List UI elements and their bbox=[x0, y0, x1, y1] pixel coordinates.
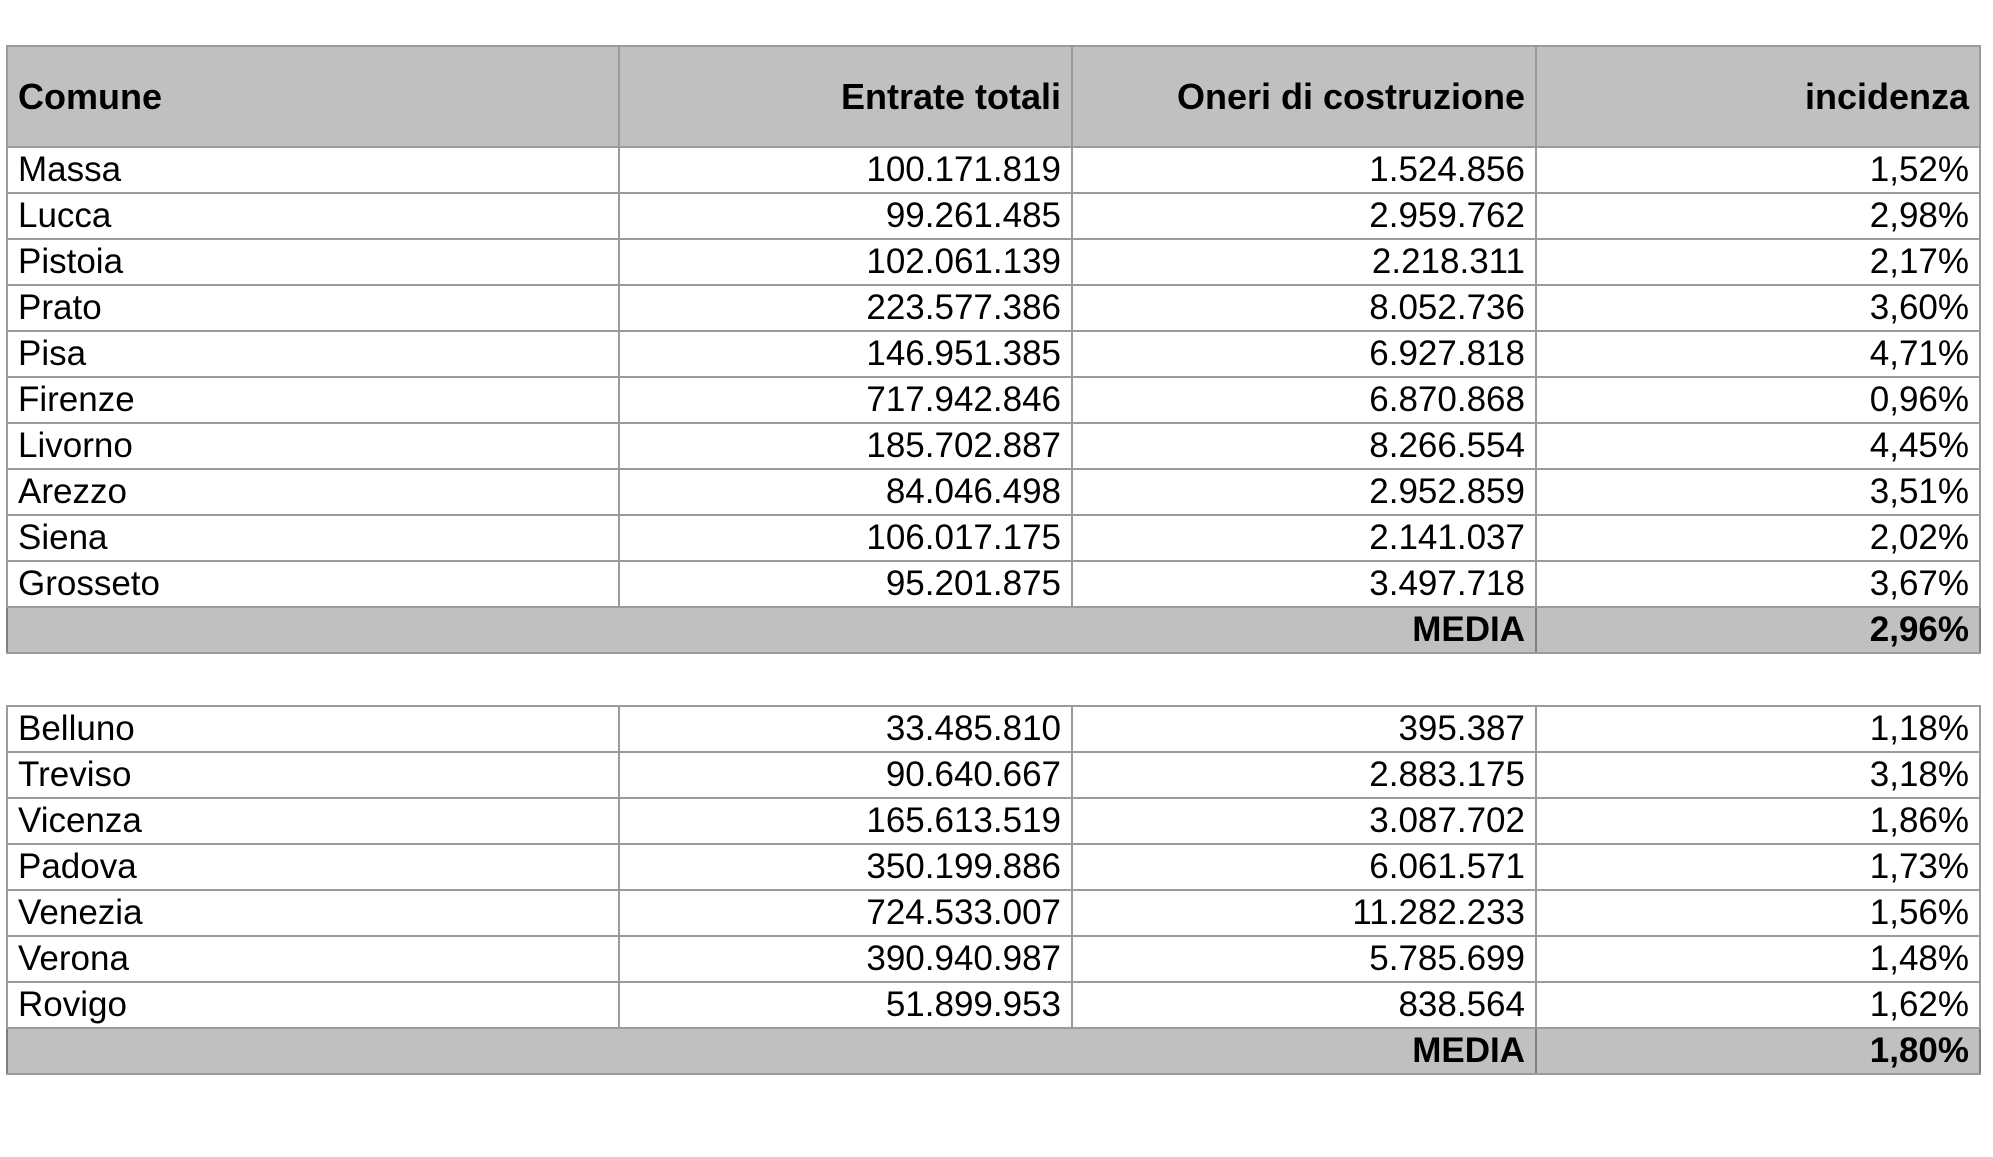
table-row bbox=[7, 331, 1980, 377]
entrate-cell: 51.899.953 bbox=[619, 982, 1072, 1028]
incidenza-cell: 1,56% bbox=[1536, 890, 1980, 936]
incidenza-cell: 2,02% bbox=[1536, 515, 1980, 561]
entrate-cell: 724.533.007 bbox=[619, 890, 1072, 936]
entrate-cell: 90.640.667 bbox=[619, 752, 1072, 798]
comune-cell: Belluno bbox=[7, 706, 619, 752]
entrate-cell: 165.613.519 bbox=[619, 798, 1072, 844]
media-row bbox=[7, 607, 1980, 653]
incidenza-cell: 1,52% bbox=[1536, 147, 1980, 193]
header-row bbox=[7, 46, 1980, 147]
oneri-cell: 6.061.571 bbox=[1072, 844, 1536, 890]
media-row bbox=[7, 1028, 1980, 1074]
entrate-cell: 99.261.485 bbox=[619, 193, 1072, 239]
oneri-cell: 3.497.718 bbox=[1072, 561, 1536, 607]
comune-cell: Padova bbox=[7, 844, 619, 890]
table-row bbox=[7, 561, 1980, 607]
incidenza-cell: 3,67% bbox=[1536, 561, 1980, 607]
entrate-cell: 106.017.175 bbox=[619, 515, 1072, 561]
oneri-cell: 8.266.554 bbox=[1072, 423, 1536, 469]
media-value: 1,80% bbox=[1536, 1028, 1980, 1074]
comune-cell: Lucca bbox=[7, 193, 619, 239]
comune-cell: Grosseto bbox=[7, 561, 619, 607]
entrate-cell: 350.199.886 bbox=[619, 844, 1072, 890]
comune-cell: Prato bbox=[7, 285, 619, 331]
comune-cell: Firenze bbox=[7, 377, 619, 423]
incidenza-cell: 4,71% bbox=[1536, 331, 1980, 377]
table-row bbox=[7, 147, 1980, 193]
incidenza-cell: 2,98% bbox=[1536, 193, 1980, 239]
oneri-cell: 2.959.762 bbox=[1072, 193, 1536, 239]
table-row bbox=[7, 469, 1980, 515]
column-header-entrate: Entrate totali bbox=[619, 46, 1072, 147]
table-area bbox=[6, 45, 1979, 1075]
entrate-cell: 84.046.498 bbox=[619, 469, 1072, 515]
incidenza-cell: 0,96% bbox=[1536, 377, 1980, 423]
incidenza-cell: 1,73% bbox=[1536, 844, 1980, 890]
comune-cell: Vicenza bbox=[7, 798, 619, 844]
table-body-section-2 bbox=[7, 706, 1980, 1074]
column-header-oneri: Oneri di costruzione bbox=[1072, 46, 1536, 147]
media-label: MEDIA bbox=[7, 1028, 1536, 1074]
incidenza-cell: 3,60% bbox=[1536, 285, 1980, 331]
table-row bbox=[7, 706, 1980, 752]
incidenza-cell: 3,18% bbox=[1536, 752, 1980, 798]
table-section-2 bbox=[6, 705, 1981, 1075]
comune-cell: Siena bbox=[7, 515, 619, 561]
entrate-cell: 717.942.846 bbox=[619, 377, 1072, 423]
comune-cell: Pisa bbox=[7, 331, 619, 377]
oneri-cell: 2.218.311 bbox=[1072, 239, 1536, 285]
table-body-section-1 bbox=[7, 147, 1980, 653]
table-row bbox=[7, 982, 1980, 1028]
oneri-cell: 11.282.233 bbox=[1072, 890, 1536, 936]
section-gap bbox=[6, 654, 1979, 705]
table-row bbox=[7, 377, 1980, 423]
column-header-incidenza: incidenza bbox=[1536, 46, 1980, 147]
incidenza-cell: 1,86% bbox=[1536, 798, 1980, 844]
table-row bbox=[7, 844, 1980, 890]
oneri-cell: 2.883.175 bbox=[1072, 752, 1536, 798]
table-row bbox=[7, 890, 1980, 936]
entrate-cell: 33.485.810 bbox=[619, 706, 1072, 752]
oneri-cell: 838.564 bbox=[1072, 982, 1536, 1028]
comune-cell: Treviso bbox=[7, 752, 619, 798]
entrate-cell: 95.201.875 bbox=[619, 561, 1072, 607]
entrate-cell: 390.940.987 bbox=[619, 936, 1072, 982]
incidenza-cell: 3,51% bbox=[1536, 469, 1980, 515]
table-row bbox=[7, 752, 1980, 798]
table-row bbox=[7, 285, 1980, 331]
comune-cell: Arezzo bbox=[7, 469, 619, 515]
comune-cell: Massa bbox=[7, 147, 619, 193]
incidenza-cell: 2,17% bbox=[1536, 239, 1980, 285]
incidenza-cell: 1,18% bbox=[1536, 706, 1980, 752]
comune-cell: Livorno bbox=[7, 423, 619, 469]
oneri-cell: 5.785.699 bbox=[1072, 936, 1536, 982]
table-section-1 bbox=[6, 45, 1981, 654]
oneri-cell: 2.141.037 bbox=[1072, 515, 1536, 561]
entrate-cell: 102.061.139 bbox=[619, 239, 1072, 285]
table-row bbox=[7, 193, 1980, 239]
comune-cell: Venezia bbox=[7, 890, 619, 936]
entrate-cell: 100.171.819 bbox=[619, 147, 1072, 193]
table-row bbox=[7, 423, 1980, 469]
comune-cell: Rovigo bbox=[7, 982, 619, 1028]
oneri-cell: 6.870.868 bbox=[1072, 377, 1536, 423]
media-value: 2,96% bbox=[1536, 607, 1980, 653]
table-header bbox=[7, 46, 1980, 147]
table-row bbox=[7, 936, 1980, 982]
oneri-cell: 3.087.702 bbox=[1072, 798, 1536, 844]
incidenza-cell: 1,48% bbox=[1536, 936, 1980, 982]
oneri-cell: 8.052.736 bbox=[1072, 285, 1536, 331]
incidenza-cell: 4,45% bbox=[1536, 423, 1980, 469]
oneri-cell: 2.952.859 bbox=[1072, 469, 1536, 515]
incidenza-cell: 1,62% bbox=[1536, 982, 1980, 1028]
oneri-cell: 395.387 bbox=[1072, 706, 1536, 752]
table-row bbox=[7, 239, 1980, 285]
table-row bbox=[7, 515, 1980, 561]
media-label: MEDIA bbox=[7, 607, 1536, 653]
entrate-cell: 223.577.386 bbox=[619, 285, 1072, 331]
table-row bbox=[7, 798, 1980, 844]
comune-cell: Pistoia bbox=[7, 239, 619, 285]
entrate-cell: 185.702.887 bbox=[619, 423, 1072, 469]
column-header-comune: Comune bbox=[7, 46, 619, 147]
oneri-cell: 6.927.818 bbox=[1072, 331, 1536, 377]
entrate-cell: 146.951.385 bbox=[619, 331, 1072, 377]
oneri-cell: 1.524.856 bbox=[1072, 147, 1536, 193]
comune-cell: Verona bbox=[7, 936, 619, 982]
